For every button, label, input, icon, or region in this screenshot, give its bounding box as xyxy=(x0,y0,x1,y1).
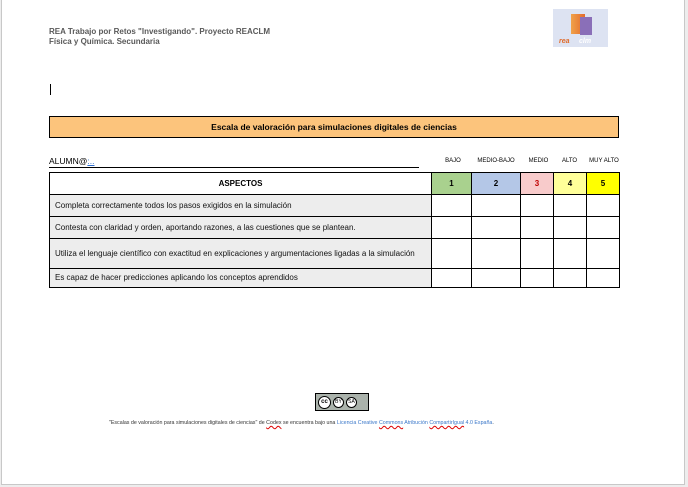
score-cell[interactable] xyxy=(587,239,620,269)
score-cell[interactable] xyxy=(521,195,554,217)
score-cell[interactable] xyxy=(554,239,587,269)
cc-sa-icon: SA xyxy=(346,397,357,408)
score-cell[interactable] xyxy=(587,195,620,217)
license-link-2[interactable]: Commons xyxy=(378,420,404,426)
table-row xyxy=(50,195,620,217)
license-link-3[interactable]: Atribución xyxy=(403,420,430,426)
table-row xyxy=(50,239,620,269)
score-cell[interactable] xyxy=(472,239,521,269)
score-cell[interactable] xyxy=(587,269,620,288)
score-cell[interactable] xyxy=(554,217,587,239)
score-header-1: 1 xyxy=(432,173,472,195)
logo-text-clm: clm xyxy=(579,38,592,45)
score-header-2: 2 xyxy=(472,173,521,195)
level-header-muy-alto: MUY ALTO xyxy=(589,158,619,164)
aspect-cell: Completa correctamente todos los pasos exigidos en la simulación xyxy=(50,195,432,217)
document-header xyxy=(49,27,270,47)
header-line-1: REA Trabajo por Retos "Investigando". Proyecto REACLM xyxy=(49,27,271,36)
rubric-table xyxy=(49,172,620,288)
reaclm-logo xyxy=(553,9,608,47)
score-cell[interactable] xyxy=(432,217,472,239)
score-cell[interactable] xyxy=(521,269,554,288)
score-header-5: 5 xyxy=(587,173,620,195)
score-cell[interactable] xyxy=(521,239,554,269)
license-link-5[interactable]: 4.0 España xyxy=(464,420,493,426)
score-cell[interactable] xyxy=(587,217,620,239)
license-text-mid: se encuentra bajo una xyxy=(281,420,337,426)
table-header-row xyxy=(50,173,620,195)
aspect-cell: Contesta con claridad y orden, aportando razones, a las cuestiones que se plantean. xyxy=(50,217,432,239)
license-text-start: "Escalas de valoración para simulaciones digitales de ciencias" de xyxy=(109,420,267,426)
license-text xyxy=(109,420,494,426)
license-link-1[interactable]: Licencia Creative xyxy=(336,420,379,426)
score-cell[interactable] xyxy=(554,195,587,217)
cc-license-badge[interactable] xyxy=(315,393,369,411)
level-header-medio: MEDIO xyxy=(528,158,549,164)
cc-icon: cc xyxy=(318,396,331,409)
document-page xyxy=(1,0,685,485)
student-label: ALUMN@ xyxy=(49,156,88,166)
table-row xyxy=(50,269,620,288)
student-name-line[interactable] xyxy=(49,156,419,168)
logo-text-rea: rea xyxy=(559,38,570,45)
score-header-4: 4 xyxy=(554,173,587,195)
score-cell[interactable] xyxy=(554,269,587,288)
aspects-header: ASPECTOS xyxy=(50,173,432,195)
header-line-2: Física y Química. Secundaria xyxy=(49,37,160,46)
table-row xyxy=(50,217,620,239)
aspect-cell: Es capaz de hacer predicciones aplicando los conceptos aprendidos xyxy=(50,269,432,288)
score-cell[interactable] xyxy=(432,195,472,217)
score-cell[interactable] xyxy=(472,195,521,217)
student-value[interactable]: :.. xyxy=(87,156,95,166)
score-cell[interactable] xyxy=(432,239,472,269)
score-cell[interactable] xyxy=(521,217,554,239)
document-title: Escala de valoración para simulaciones digitales de ciencias xyxy=(49,116,619,138)
score-cell[interactable] xyxy=(472,217,521,239)
level-header-alto: ALTO xyxy=(561,158,578,164)
level-header-medio-bajo: MEDIO-BAJO xyxy=(477,158,515,164)
level-header-bajo: BAJO xyxy=(445,158,461,164)
aspect-cell: Utiliza el lenguaje científico con exactitud en explicaciones y argumentaciones ligadas a la simulación xyxy=(50,239,432,269)
logo-book-shape-2 xyxy=(580,17,592,35)
license-link-4[interactable]: CompartirIgual xyxy=(429,420,465,426)
score-cell[interactable] xyxy=(432,269,472,288)
score-header-3: 3 xyxy=(521,173,554,195)
license-text-end: . xyxy=(492,420,494,426)
score-cell[interactable] xyxy=(472,269,521,288)
license-author: Codex xyxy=(266,420,282,426)
text-cursor xyxy=(50,84,51,95)
cc-by-icon: BY xyxy=(333,397,344,408)
